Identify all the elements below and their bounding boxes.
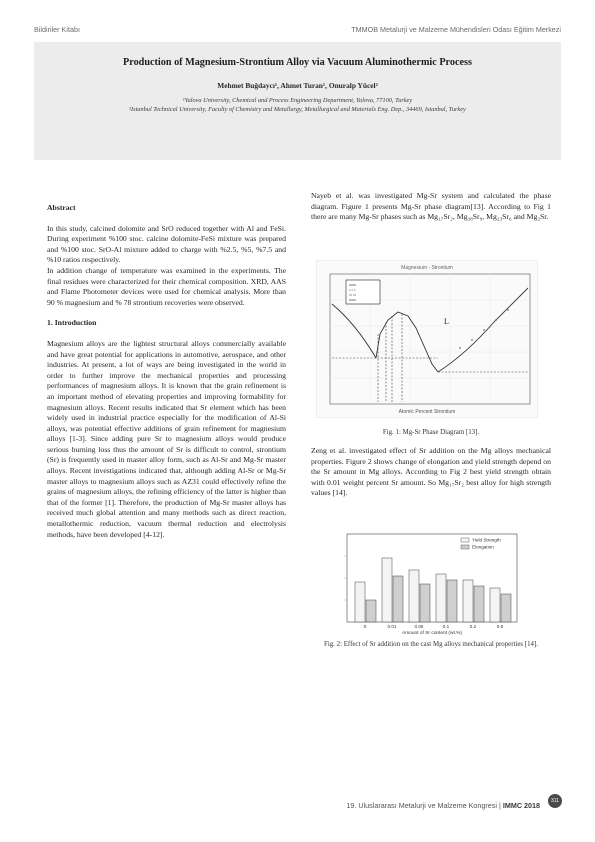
figure-1-liquid-region-label: L bbox=[444, 317, 449, 326]
figure-2-bar-yield-2 bbox=[409, 570, 419, 622]
figure-2-bar-yield-1 bbox=[382, 558, 392, 622]
right-column-middle bbox=[311, 446, 551, 499]
figure-2-legend-elongation: Elongation bbox=[472, 544, 494, 550]
right-column-top bbox=[311, 191, 551, 223]
running-header-right: TMMOB Metalurji ve Malzeme Mühendisleri Odası Eğitim Merkezi bbox=[351, 25, 561, 34]
figure-2-bar-yield-0 bbox=[355, 582, 365, 622]
figure-2-bar-chart bbox=[333, 530, 535, 635]
figure-2-x-tick-5: 0.5 bbox=[496, 624, 504, 629]
figure-2-x-tick-4: 0.2 bbox=[469, 624, 477, 629]
left-column bbox=[47, 203, 286, 540]
paper-title: Production of Magnesium-Strontium Alloy via Vacuum Aluminothermic Process bbox=[123, 57, 472, 68]
figure-2-bar-elongation-2 bbox=[420, 584, 430, 622]
introduction-paragraph: Magnesium alloys are the lightest structural alloys commercially available and have great potential for applications in automotive, aerospace, and other industries. At present, a lot of ways are being investigated in the world in order to further improve the mechanical properties and processing performances of magnesium alloys. It is known that the grain refinement is an important method of elevating properties and improving formability for magnesium alloys. Recent results indicated that Sr element which has been widely used in industrial practice especially for the modification of Al-Si alloys, was potential effective additions of grain refinement for magnesium alloys [1-3]. Since adding pure Sr to magnesium alloys would produce serious burning loss thus the amount of Sr is difficult to control, strontium (Sr) is frequently used in master alloy form, such as Al-Sr and Mg-Sr master alloys. Recent investigations indicated that, although adding Al-Sr or Mg-Sr master alloys to magnesium alloys such as AZ31 could effectively refine the grains of magnesium alloys, the refining efficiency of the latter is higher than that of the former [1]. Therefore, the production of Mg-Sr master alloys has received much global attention and many methods such as direct reaction, metallothermic reduction, vacuum thermal reduction and electrolysis methods, have been developed [4-12]. bbox=[47, 338, 286, 539]
figure-2-legend-yield: Yield Strength bbox=[472, 537, 501, 543]
body-paragraph-nayeb: Nayeb et al. was investigated Mg-Sr system and calculated the phase diagram. Figure 1 presents Mg-Sr phase diagram[13]. According to Fig 1 there are many Mg-Sr phases such as Mg₁₇Sr₂, Mg₃₈Sr₉, Mg₂₃Sr₆ and Mg₂Sr. bbox=[311, 191, 551, 222]
author-list: Mehmet Buğdaycı¹, Ahmet Turan¹, Onuralp Yücel² bbox=[217, 81, 378, 90]
figure-1-phase-diagram bbox=[316, 260, 538, 418]
abstract-paragraph-2: In addition change of temperature was examined in the experiments. The final residues were characterized for their chemical composition. XRD, AAS and Flame Photometer devices were used for chemical analysis. More than 90 % magnesium and % 78 strontium recoveries were observed. bbox=[47, 265, 286, 307]
figure-2-caption: Fig. 2: Effect of Sr addition on the cast Mg alloys mechanical properties [14]. bbox=[323, 641, 538, 648]
abstract-heading: Abstract bbox=[47, 203, 76, 212]
figure-2-x-tick-0: 0 bbox=[363, 624, 367, 629]
figure-2-bar-elongation-0 bbox=[366, 600, 376, 622]
running-header-left: Bildiriler Kitabı bbox=[34, 25, 80, 34]
figure-2-bar-yield-4 bbox=[463, 580, 473, 622]
affiliation-1: ¹Yalova University, Chemical and Process Engineering Department, Yalova, 77100, Turkey bbox=[182, 97, 413, 104]
footer-congress-name: 19. Uluslararası Metalurji ve Malzeme Kongresi | bbox=[346, 801, 503, 810]
figure-2-x-axis-label: Amount of Sr content (wt.%) bbox=[402, 631, 462, 635]
page-number-badge: 311 bbox=[548, 794, 562, 808]
figure-2-bar-elongation-5 bbox=[501, 594, 511, 622]
footer-brand: IMMC 2018 bbox=[502, 801, 540, 810]
figure-2-legend-swatch-elongation bbox=[461, 545, 469, 549]
affiliation-2: ²Istanbul Technical University, Faculty of Chemistry and Metallurgy, Metallurgical and Materials Eng. Dep., 34469, Istanbul, Turkey bbox=[129, 106, 466, 113]
figure-2-bar-yield-3 bbox=[436, 574, 446, 622]
figure-1-x-axis-label: Atomic Percent Strontium bbox=[398, 409, 456, 415]
figure-2-bar-yield-5 bbox=[490, 588, 500, 622]
figure-2-x-tick-1: 0.01 bbox=[387, 624, 397, 629]
figure-2-bar-elongation-3 bbox=[447, 580, 457, 622]
figure-1-caption: Fig. 1: Mg-Sr Phase Diagram [13]. bbox=[382, 429, 480, 436]
figure-2-legend-swatch-yield bbox=[461, 538, 469, 542]
page-footer bbox=[346, 801, 540, 810]
figure-2-bar-elongation-1 bbox=[393, 576, 403, 622]
figure-2-bar-elongation-4 bbox=[474, 586, 484, 622]
figure-2-x-tick-2: 0.05 bbox=[414, 624, 424, 629]
body-paragraph-zeng: Zeng et al. investigated effect of Sr addition on the Mg alloys mechanical properties. Figure 2 shows change of elongation and yield strength depend on the Sr amount in Mg alloys. According to Fig 2 best yield strength obtain with 0.01 weight percent Sr amount. So Mg₁₇Sr₂ best alloy for high strength values [14]. bbox=[311, 446, 551, 498]
introduction-heading: 1. Introduction bbox=[47, 318, 97, 328]
figure-1-top-label: Magnesium - Strontium bbox=[401, 265, 453, 271]
figure-2-x-tick-3: 0.1 bbox=[442, 624, 450, 629]
title-block bbox=[34, 42, 561, 160]
abstract-paragraph-1: In this study, calcined dolomite and SrO reduced together with Al and FeSi. During experiment %100 stoc. calcine dolomite-FeSi mixture was prepared and %100 stoc. SrO-Al mixture added to charge with %2.5, %5, %7.5 and %10 ratios respectively. bbox=[47, 223, 286, 265]
